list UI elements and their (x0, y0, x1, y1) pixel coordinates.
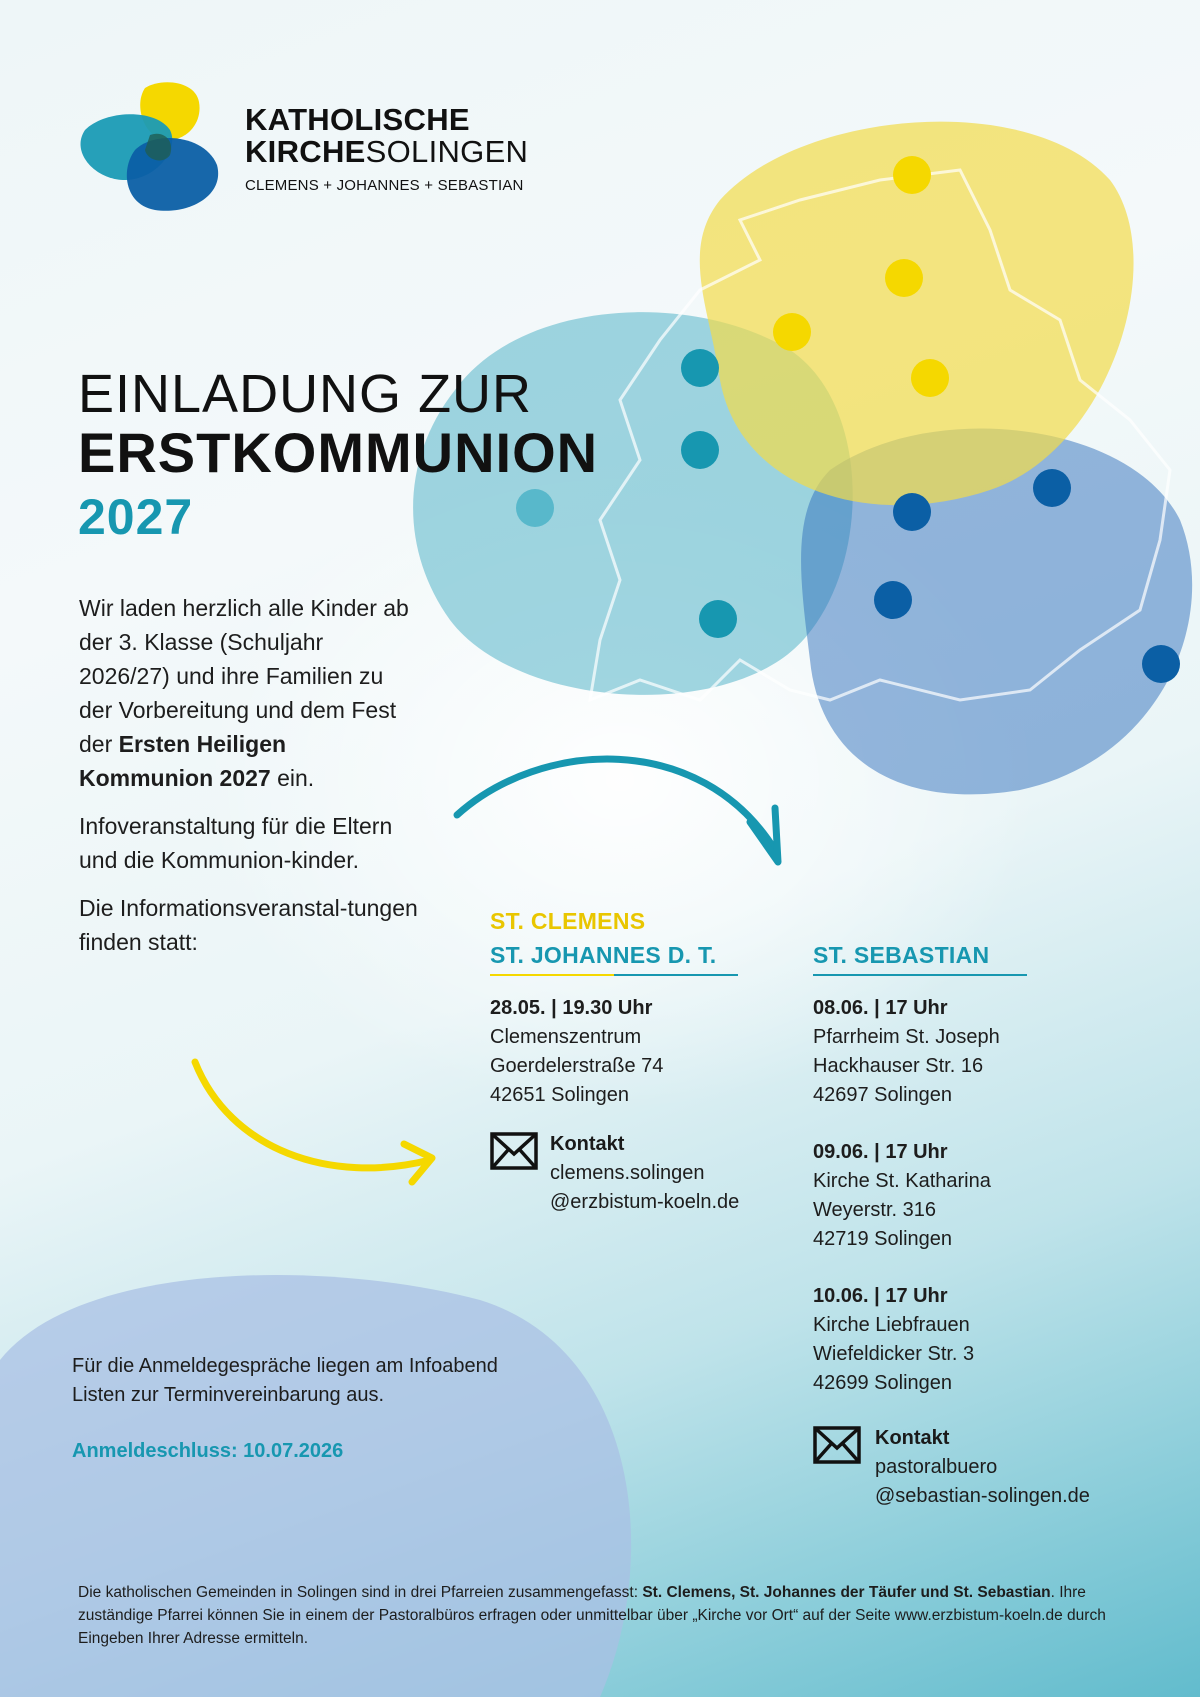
intro-paragraph-1: Wir laden herzlich alle Kinder ab der 3. Klasse (Schuljahr 2026/27) und ihre Familien zu der Vorbereitung und dem Fest der Ersten Heiligen Kommunion 2027 ein. (79, 595, 409, 791)
event-clemens (490, 994, 790, 1110)
footer-text: Die katholischen Gemeinden in Solingen sind in drei Pfarreien zusammengefasst: St. Clemens, St. Johannes der Täufer und St. Sebastian. Ihre zuständige Pfarrei können Sie in einem der Pastoralbüros erfragen oder unmittelbar über „Kirche vor Ort“ auf der Seite www.erzbistum-koeln.de durch Eingeben Ihrer Adresse ermitteln. (78, 1584, 1106, 1647)
clemens-johannes-column (490, 904, 790, 1220)
event-street: Goerdelerstraße 74 (490, 1055, 664, 1077)
heading-sebastian: ST. SEBASTIAN (813, 942, 990, 968)
heading-divider (813, 974, 1027, 976)
contact-label: Kontakt (550, 1133, 625, 1155)
yellow-arrow (195, 1062, 430, 1168)
registration-deadline: Anmeldeschluss: 10.07.2026 (72, 1440, 344, 1462)
logo-line2 (245, 136, 528, 168)
event-city: 42719 Solingen (813, 1228, 953, 1250)
contact-clemens (490, 1130, 790, 1220)
event-city: 42651 Solingen (490, 1084, 630, 1106)
intro-paragraph-2: Infoveranstaltung für die Eltern und die Kommunion-kinder. (79, 813, 393, 873)
title-line2: ERSTKOMMUNION (78, 421, 599, 484)
registration-info (72, 1352, 592, 1463)
sebastian-column (813, 938, 1113, 1514)
logo-kirche: KIRCHE (245, 134, 366, 169)
heading-clemens: ST. CLEMENS (490, 908, 646, 934)
event-date: 10.06. | 17 Uhr (813, 1285, 948, 1307)
event-city: 42697 Solingen (813, 1084, 953, 1106)
logo (75, 80, 529, 215)
envelope-icon (813, 1426, 861, 1464)
event-place: Clemenszentrum (490, 1026, 642, 1048)
event-sebastian-1 (813, 994, 1113, 1110)
logo-mark-icon (75, 80, 220, 215)
event-date: 09.06. | 17 Uhr (813, 1141, 948, 1163)
event-street: Hackhauser Str. 16 (813, 1055, 984, 1077)
contact-email-line2[interactable]: @erzbistum-koeln.de (550, 1191, 740, 1213)
intro-paragraph-3: Die Informationsveranstal-tungen finden statt: (79, 895, 418, 955)
heading-divider (490, 974, 738, 976)
intro-bold: Ersten Heiligen Kommunion 2027 (79, 731, 287, 791)
event-date: 08.06. | 17 Uhr (813, 997, 948, 1019)
intro-text (79, 591, 419, 973)
event-place: Kirche Liebfrauen (813, 1314, 970, 1336)
event-date: 28.05. | 19.30 Uhr (490, 997, 653, 1019)
event-sebastian-3 (813, 1282, 1113, 1398)
event-street: Wiefeldicker Str. 3 (813, 1343, 975, 1365)
logo-subtitle: CLEMENS + JOHANNES + SEBASTIAN (245, 177, 524, 194)
event-place: Pfarrheim St. Joseph (813, 1026, 1000, 1048)
title-year: 2027 (78, 489, 194, 545)
contact-email-line1[interactable]: pastoralbuero (875, 1456, 998, 1478)
logo-solingen: SOLINGEN (365, 134, 529, 169)
registration-note-line2: Listen zur Terminvereinbarung aus. (72, 1384, 385, 1406)
contact-email-line1[interactable]: clemens.solingen (550, 1162, 705, 1184)
contact-sebastian (813, 1424, 1113, 1514)
event-place: Kirche St. Katharina (813, 1170, 991, 1192)
registration-note-line1: Für die Anmeldegespräche liegen am Infoabend (72, 1355, 498, 1377)
event-city: 42699 Solingen (813, 1372, 953, 1394)
heading-johannes: ST. JOHANNES D. T. (490, 942, 717, 968)
contact-email-line2[interactable]: @sebastian-solingen.de (875, 1485, 1090, 1507)
title-line1: EINLADUNG ZUR (78, 364, 533, 424)
footer-parishes: St. Clemens, St. Johannes der Täufer und St. Sebastian (642, 1584, 1051, 1601)
contact-label: Kontakt (875, 1427, 950, 1449)
event-street: Weyerstr. 316 (813, 1199, 937, 1221)
page-title (78, 365, 598, 545)
logo-line1: KATHOLISCHE (245, 102, 470, 137)
envelope-icon (490, 1132, 538, 1170)
event-sebastian-2 (813, 1138, 1113, 1254)
